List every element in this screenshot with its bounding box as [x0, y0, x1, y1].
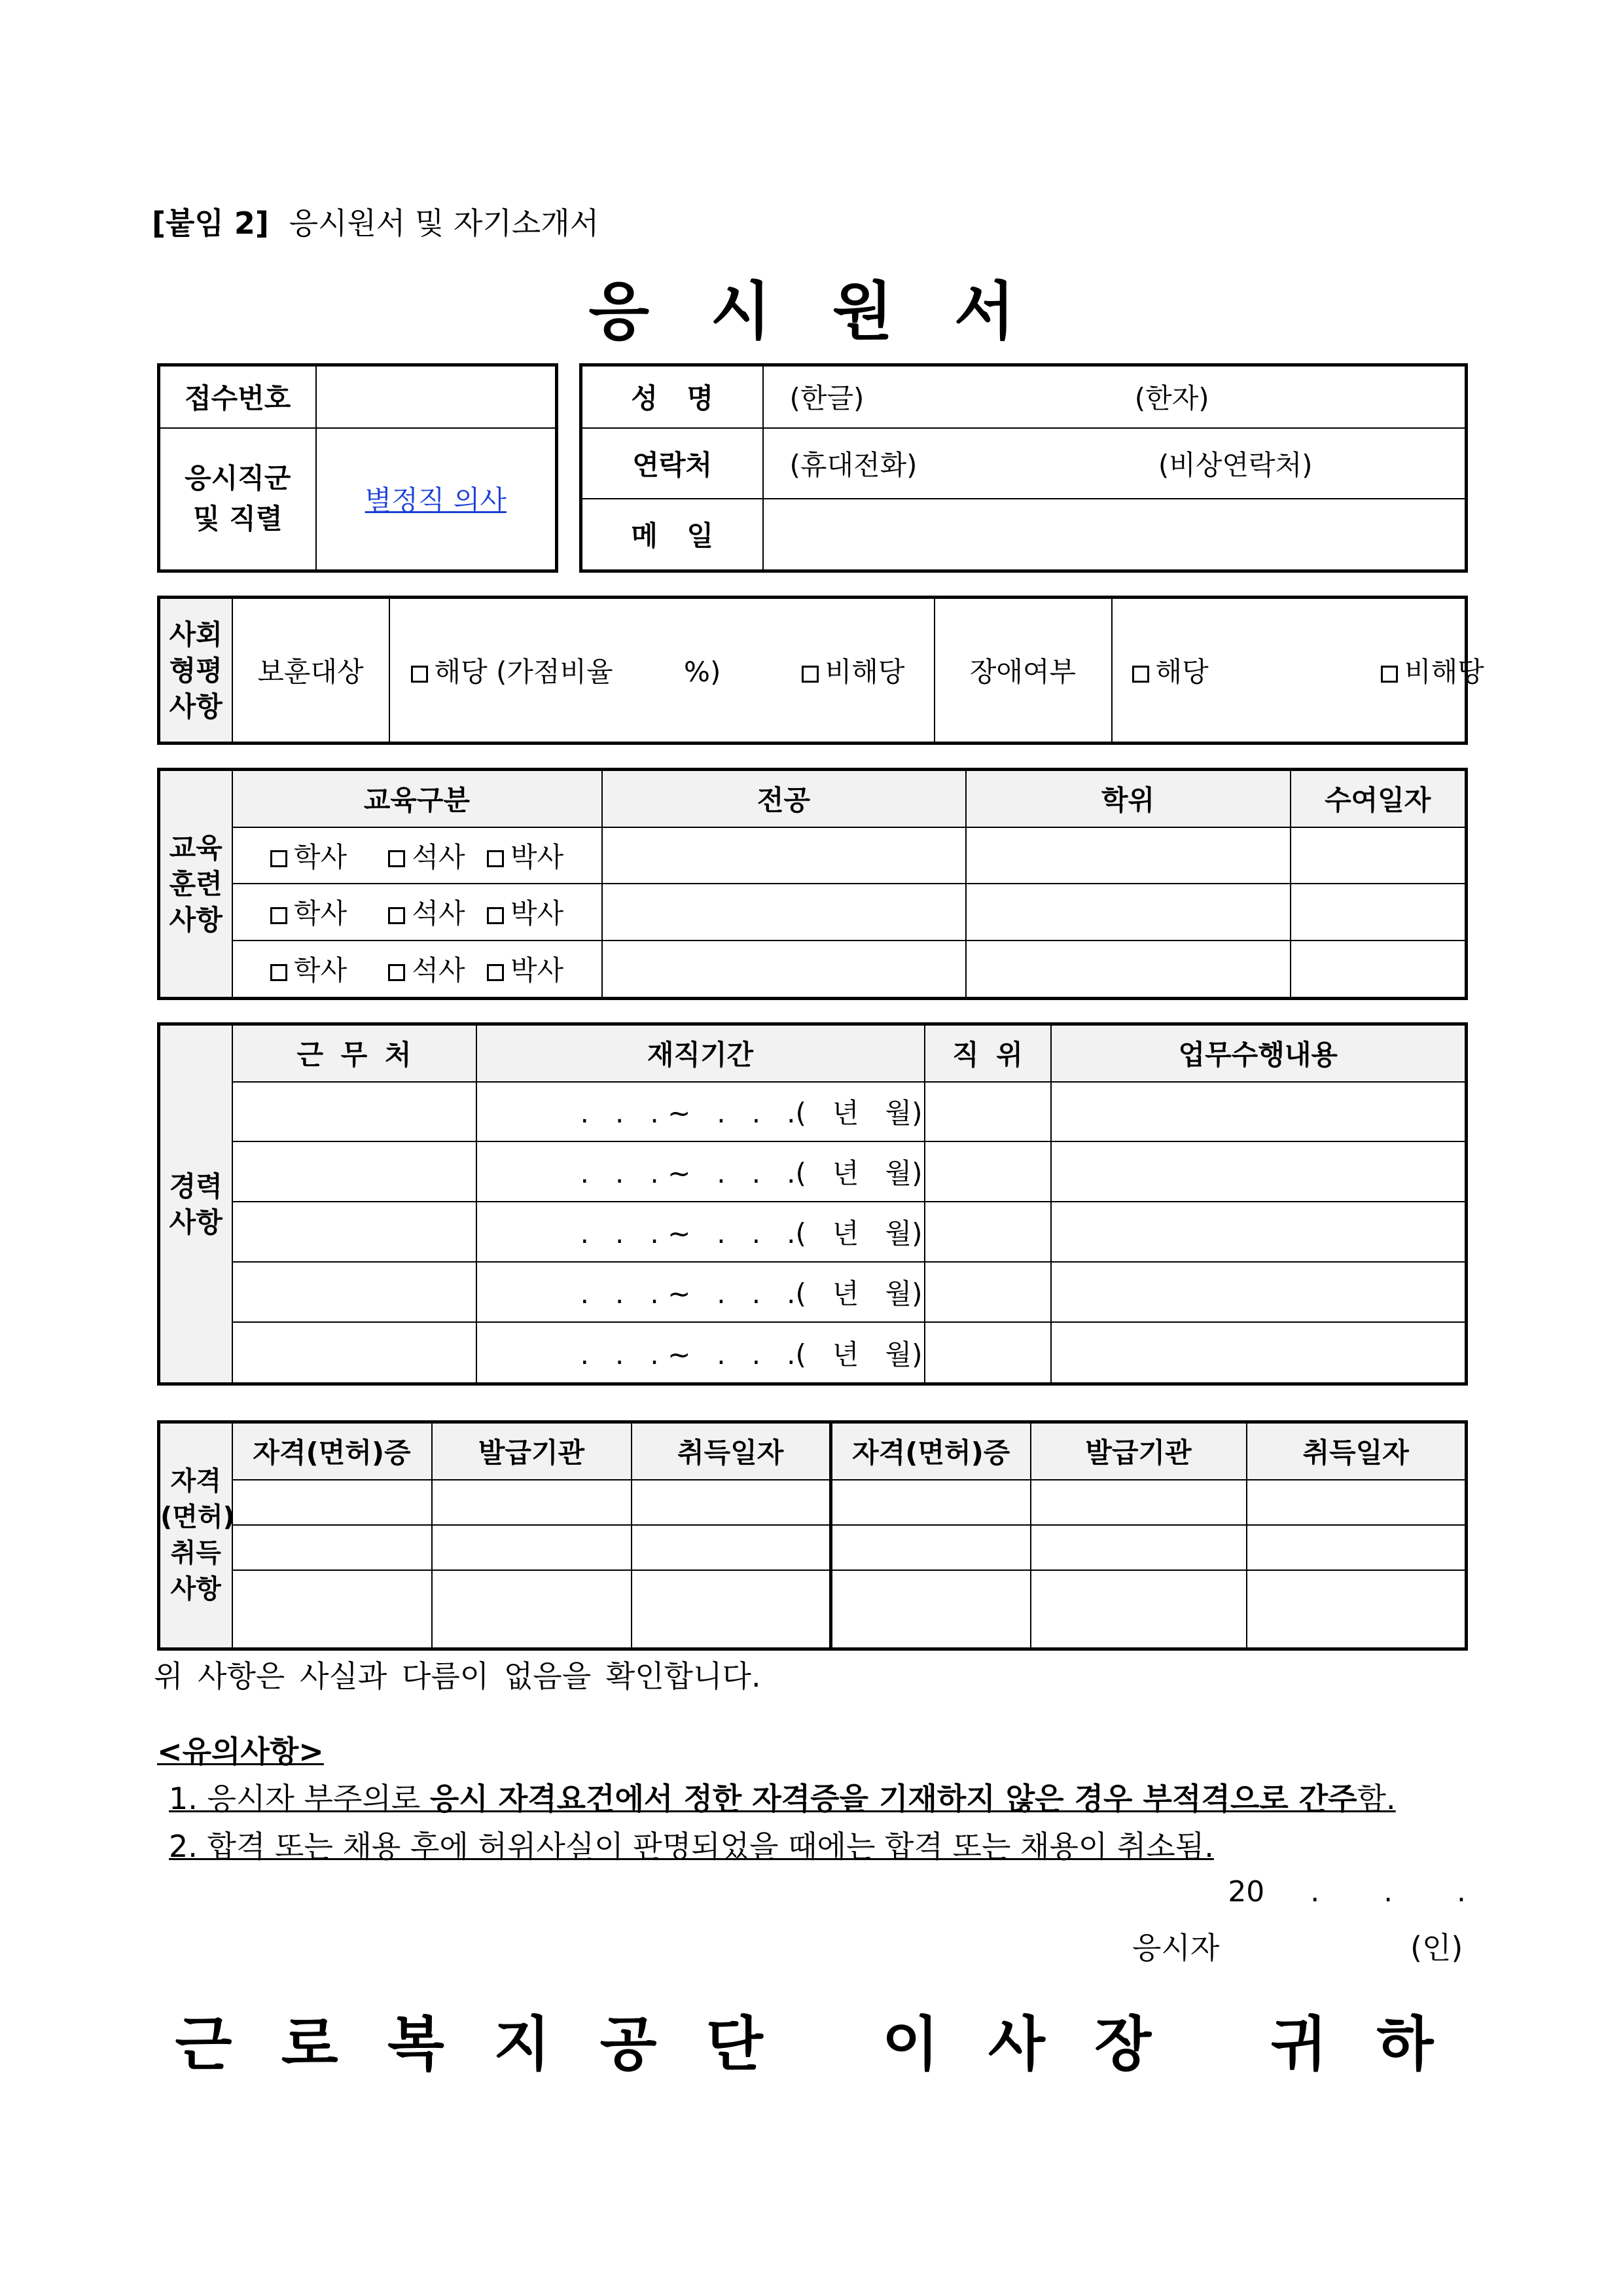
duties-field[interactable]	[1051, 1202, 1467, 1262]
workplace-field[interactable]	[232, 1262, 476, 1322]
form-title: 응 시 원 서	[588, 275, 1035, 348]
edu-header-major: 전공	[602, 770, 966, 827]
title-field[interactable]	[925, 1202, 1051, 1262]
receipt-table	[157, 363, 558, 573]
table-row	[159, 1262, 1467, 1322]
social-label: 사회 형평 사항	[159, 598, 232, 744]
license-field[interactable]	[831, 1570, 1031, 1649]
personal-info-table	[579, 363, 1468, 573]
table-row	[159, 1570, 1467, 1649]
license-header-date-2: 취득일자	[1247, 1422, 1467, 1480]
date-field[interactable]	[1291, 941, 1467, 999]
email-field[interactable]	[763, 499, 1467, 571]
table-row	[159, 1202, 1467, 1262]
degree-field[interactable]	[966, 827, 1291, 884]
license-header-issuer: 발급기관	[432, 1422, 632, 1480]
workplace-field[interactable]	[232, 1322, 476, 1384]
license-header-date: 취득일자	[632, 1422, 831, 1480]
date-field[interactable]	[1291, 884, 1467, 941]
disability-yes-checkbox[interactable]	[1132, 666, 1149, 683]
duties-field[interactable]	[1051, 1262, 1467, 1322]
veteran-options: 해당 (가점비율 %) 비해당	[389, 598, 935, 744]
edu-header-date: 수여일자	[1291, 770, 1467, 827]
recipient-line: 근 로 복 지 공 단 이 사 장 귀 하	[175, 2010, 1448, 2079]
master-checkbox[interactable]	[388, 964, 405, 981]
seal-mark: (인)	[1410, 1930, 1463, 1965]
workplace-field[interactable]	[232, 1141, 476, 1202]
license-table	[157, 1420, 1468, 1651]
position-link[interactable]: 별정직 의사	[365, 484, 507, 517]
notice-item-2: 2. 합격 또는 채용 후에 허위사실이 판명되었을 때에는 합격 또는 채용이 취소됨.	[169, 1829, 1214, 1864]
period-field[interactable]: . . . ~ . . .( 년 월)	[476, 1322, 925, 1384]
major-field[interactable]	[602, 827, 966, 884]
degree-options: 학사 석사 박사	[232, 884, 602, 941]
contact-field[interactable]: (휴대전화) (비상연락처)	[763, 428, 1467, 499]
table-row	[159, 1141, 1467, 1202]
bachelor-checkbox[interactable]	[270, 964, 287, 981]
table-row	[159, 1480, 1467, 1525]
date-field[interactable]	[632, 1525, 831, 1570]
period-field[interactable]: . . . ~ . . .( 년 월)	[476, 1202, 925, 1262]
license-field[interactable]	[831, 1480, 1031, 1525]
receipt-value-field[interactable]	[316, 365, 557, 428]
confirmation-text: 위 사항은 사실과 다름이 없음을 확인합니다.	[154, 1659, 761, 1694]
contact-label: 연락처	[581, 428, 763, 499]
career-table	[157, 1022, 1468, 1386]
duties-field[interactable]	[1051, 1322, 1467, 1384]
date-field[interactable]	[632, 1480, 831, 1525]
license-field[interactable]	[232, 1570, 432, 1649]
attachment-title: 응시원서 및 자기소개서	[289, 206, 599, 241]
major-field[interactable]	[602, 884, 966, 941]
title-field[interactable]	[925, 1262, 1051, 1322]
receipt-label: 접수번호	[159, 365, 316, 428]
issuer-field[interactable]	[432, 1525, 632, 1570]
title-field[interactable]	[925, 1141, 1051, 1202]
period-field[interactable]: . . . ~ . . .( 년 월)	[476, 1141, 925, 1202]
master-checkbox[interactable]	[388, 907, 405, 924]
master-checkbox[interactable]	[388, 850, 405, 867]
career-header-workplace: 근 무 처	[232, 1024, 476, 1082]
bachelor-checkbox[interactable]	[270, 907, 287, 924]
social-equity-table	[157, 596, 1484, 745]
table-row	[159, 941, 1467, 999]
period-field[interactable]: . . . ~ . . .( 년 월)	[476, 1082, 925, 1142]
career-label: 경력 사항	[159, 1024, 232, 1384]
date-field[interactable]	[1247, 1480, 1467, 1525]
notice-title: <유의사항>	[157, 1734, 324, 1769]
table-row	[159, 884, 1467, 941]
issuer-field[interactable]	[432, 1570, 632, 1649]
doctor-checkbox[interactable]	[487, 907, 504, 924]
license-label: 자격 (면허) 취득 사항	[159, 1422, 232, 1649]
date-field[interactable]	[1247, 1570, 1467, 1649]
duties-field[interactable]	[1051, 1082, 1467, 1142]
career-header-period: 재직기간	[476, 1024, 925, 1082]
title-field[interactable]	[925, 1322, 1051, 1384]
edu-header-degree: 학위	[966, 770, 1291, 827]
workplace-field[interactable]	[232, 1082, 476, 1142]
edu-header-type: 교육구분	[232, 770, 602, 827]
disability-no-checkbox[interactable]	[1381, 666, 1398, 683]
table-row	[159, 1525, 1467, 1570]
duties-field[interactable]	[1051, 1141, 1467, 1202]
name-label: 성 명	[581, 365, 763, 428]
degree-field[interactable]	[966, 884, 1291, 941]
date-line: 20 . . .	[1228, 1875, 1466, 1909]
issuer-field[interactable]	[432, 1480, 632, 1525]
issuer-field[interactable]	[1031, 1480, 1247, 1525]
veteran-label: 보훈대상	[232, 598, 389, 744]
attachment-line	[152, 200, 599, 243]
workplace-field[interactable]	[232, 1202, 476, 1262]
position-label: 응시직군 및 직렬	[159, 428, 316, 571]
education-label: 교육 훈련 사항	[159, 770, 232, 999]
major-field[interactable]	[602, 941, 966, 999]
date-field[interactable]	[1247, 1525, 1467, 1570]
issuer-field[interactable]	[1031, 1525, 1247, 1570]
issuer-field[interactable]	[1031, 1570, 1247, 1649]
title-field[interactable]	[925, 1082, 1051, 1142]
disability-options: 해당 비해당	[1112, 598, 1467, 744]
table-row	[159, 1082, 1467, 1142]
period-field[interactable]: . . . ~ . . .( 년 월)	[476, 1262, 925, 1322]
license-header-name-2: 자격(면허)증	[831, 1422, 1031, 1480]
position-value[interactable]	[316, 428, 557, 571]
career-header-duties: 업무수행내용	[1051, 1024, 1467, 1082]
doctor-checkbox[interactable]	[487, 850, 504, 867]
doctor-checkbox[interactable]	[487, 964, 504, 981]
education-table	[157, 768, 1468, 1000]
date-field[interactable]	[1291, 827, 1467, 884]
degree-field[interactable]	[966, 941, 1291, 999]
license-field[interactable]	[831, 1525, 1031, 1570]
veteran-no-checkbox[interactable]	[802, 666, 819, 683]
notice-item-1: 1. 응시자 부주의로 응시 자격요건에서 정한 자격증을 기재하지 않은 경우 부적격으로 간주함.	[169, 1781, 1396, 1816]
degree-options: 학사 석사 박사	[232, 827, 602, 884]
license-header-name: 자격(면허)증	[232, 1422, 432, 1480]
disability-label: 장애여부	[935, 598, 1112, 744]
license-field[interactable]	[232, 1525, 432, 1570]
license-field[interactable]	[232, 1480, 432, 1525]
career-header-title: 직 위	[925, 1024, 1051, 1082]
name-field[interactable]: (한글) (한자)	[763, 365, 1467, 428]
degree-options: 학사 석사 박사	[232, 941, 602, 999]
license-header-issuer-2: 발급기관	[1031, 1422, 1247, 1480]
bachelor-checkbox[interactable]	[270, 850, 287, 867]
veteran-yes-checkbox[interactable]	[411, 666, 428, 683]
table-row	[159, 827, 1467, 884]
table-row	[159, 1322, 1467, 1384]
applicant-label: 응시자	[1132, 1930, 1220, 1965]
attachment-tag: [붙임 2]	[152, 206, 269, 241]
email-label: 메 일	[581, 499, 763, 571]
date-field[interactable]	[632, 1570, 831, 1649]
